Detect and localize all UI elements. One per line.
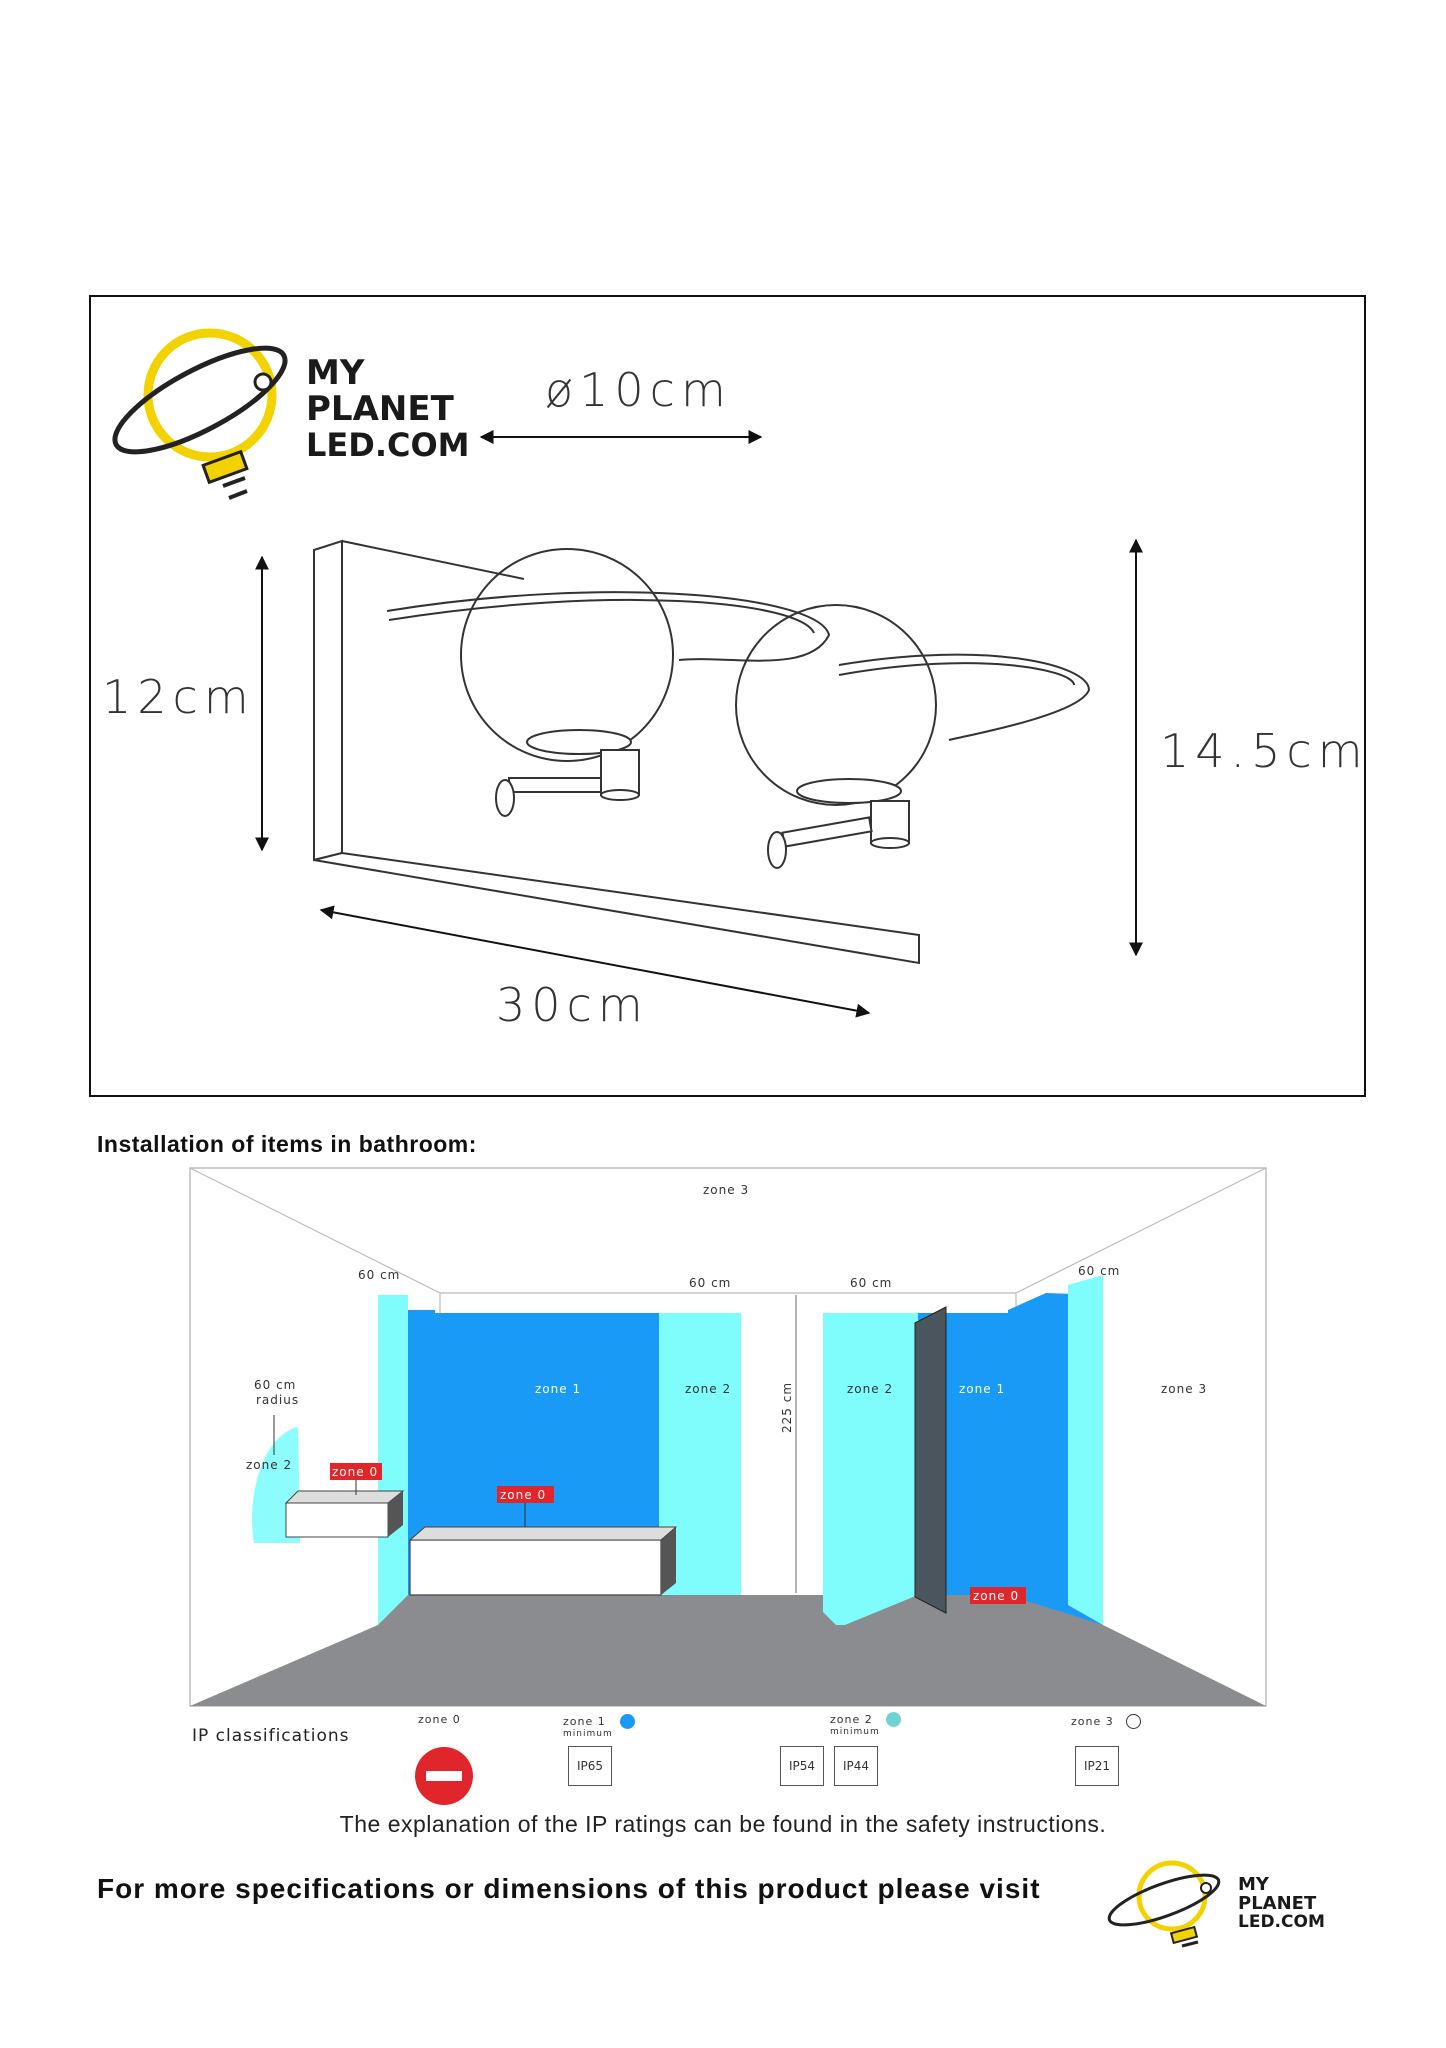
ip-zone1-label: zone 1 — [563, 1715, 606, 1728]
dimension-height-right: 14.5cm — [1160, 724, 1369, 778]
dimension-height-left: 12cm — [102, 670, 255, 724]
ip-zone3-label: zone 3 — [1071, 1715, 1114, 1728]
zone2-shower-label: zone 2 — [847, 1382, 894, 1396]
zone2-bath-left — [378, 1295, 408, 1625]
ip-ratings-note: The explanation of the IP ratings can be found in the safety instructions. — [339, 1811, 1107, 1837]
lamp-globes — [387, 549, 1089, 805]
floor — [190, 1625, 1266, 1706]
dimension-arrows — [262, 437, 1136, 1013]
ip-rating-ip65: IP65 — [568, 1746, 612, 1786]
zone0-shower-label: zone 0 — [973, 1589, 1020, 1603]
zone0-bath-label: zone 0 — [500, 1488, 547, 1502]
no-entry-icon — [414, 1746, 474, 1806]
visit-text: For more specifications or dimensions of this product please visit — [97, 1873, 1041, 1904]
zone2-shower — [823, 1313, 918, 1625]
zone1-bath-label: zone 1 — [535, 1382, 582, 1396]
radius-label-line1: 60 cm — [254, 1378, 297, 1392]
ip-zone2-label: zone 2 — [830, 1713, 873, 1726]
radius-label-line2: radius — [256, 1393, 300, 1407]
installation-heading: Installation of items in bathroom: — [97, 1131, 477, 1157]
ip-zone0-label: zone 0 — [418, 1713, 461, 1726]
zone1-shower-label: zone 1 — [959, 1382, 1006, 1396]
zone0-sink-label: zone 0 — [332, 1465, 379, 1479]
distance-60cm-b: 60 cm — [689, 1276, 732, 1290]
zone3-top-label: zone 3 — [703, 1183, 750, 1197]
brand-small-line-3: LED.COM — [1238, 1912, 1325, 1932]
brand-small-line-1: MY — [1238, 1874, 1269, 1895]
zone3-right-label: zone 3 — [1161, 1382, 1208, 1396]
distance-60cm-c: 60 cm — [850, 1276, 893, 1290]
brand-line-1: MY — [306, 353, 365, 393]
zone1-color-dot-icon — [620, 1714, 635, 1729]
bathtub — [410, 1540, 661, 1595]
height-225cm-label: 225 cm — [780, 1381, 794, 1433]
ip-zone1-sub: minimum — [563, 1729, 613, 1739]
ip-rating-ip44: IP44 — [834, 1746, 878, 1786]
distance-60cm-a: 60 cm — [358, 1268, 401, 1282]
planet-bulb-logo-small-icon — [1102, 1858, 1227, 1958]
bathroom-zones-diagram — [188, 1165, 1268, 1795]
distance-60cm-d: 60 cm — [1078, 1264, 1121, 1278]
zone2-sink-label: zone 2 — [246, 1458, 293, 1472]
ip-zone2-sub: minimum — [830, 1727, 880, 1737]
zone3-empty-dot-icon — [1126, 1714, 1141, 1729]
ip-classifications-title: IP classifications — [192, 1726, 350, 1746]
zone2-color-dot-icon — [886, 1712, 901, 1727]
brand-line-2: PLANET — [306, 389, 454, 429]
zone2-bath-label: zone 2 — [685, 1382, 732, 1396]
dimension-diameter: ø10cm — [545, 363, 732, 417]
brand-small-line-2: PLANET — [1238, 1893, 1317, 1914]
lamp-holders — [496, 730, 909, 868]
sink — [286, 1503, 388, 1537]
dimension-width: 30cm — [496, 978, 649, 1032]
ip-rating-ip21: IP21 — [1075, 1746, 1119, 1786]
shower-screen — [915, 1307, 946, 1613]
ip-rating-ip54: IP54 — [780, 1746, 824, 1786]
brand-line-3: LED.COM — [306, 426, 470, 464]
